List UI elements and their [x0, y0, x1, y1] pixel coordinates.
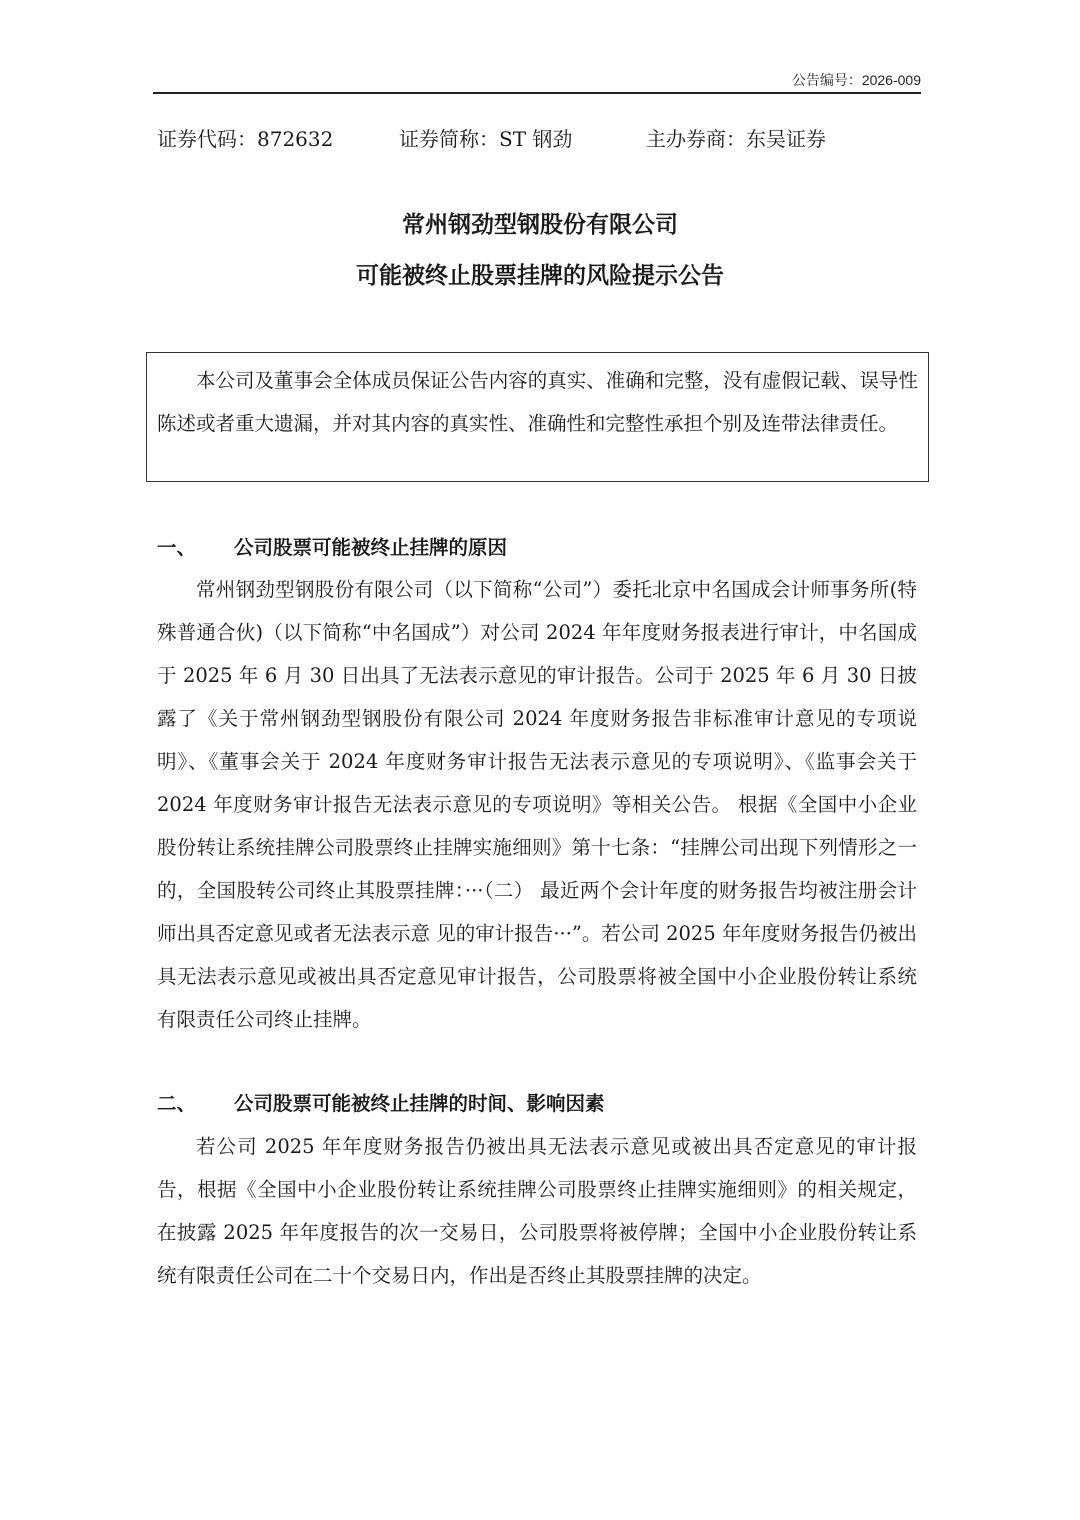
section-title-2: 公司股票可能被终止挂牌的时间、影响因素	[234, 1092, 605, 1115]
responsibility-statement: 本公司及董事会全体成员保证公告内容的真实、准确和完整，没有虚假记载、误导性陈述或者重大遗漏，并对其内容的真实性、准确性和完整性承担个别及连带法律责任。	[146, 352, 929, 482]
section-number-2: 二、	[157, 1092, 197, 1115]
page-header	[153, 66, 921, 94]
securities-info	[157, 124, 917, 154]
doc-number: 公告编号：2026-009	[791, 72, 921, 88]
section-body-2: 若公司 2025 年年度财务报告仍被出具无法表示意见或被出具否定意见的审计报告，根据《全国中小企业股份转让系统挂牌公司股票终止挂牌实施细则》的相关规定，在披露 2025 年年度报告的次一交易日，公司股票将被停牌；全国中小企业股份转让系统有限责任公司在二十个交易日内，作出是否终止其股票挂牌的决定。	[157, 1135, 917, 1287]
section-heading-2	[157, 1088, 917, 1120]
section-heading-1	[157, 532, 917, 564]
sponsor-broker: 主办券商：东吴证券	[646, 127, 826, 151]
section-number-1: 一、	[157, 536, 197, 559]
security-short-name: 证券简称：ST 钢劲	[399, 127, 573, 151]
section-body-1: 常州钢劲型钢股份有限公司（以下简称“公司”）委托北京中名国成会计师事务所(特殊普通合伙)（以下简称“中名国成”）对公司 2024 年年度财务报表进行审计，中名国成于 2025 年 6 月 30 日出具了无法表示意见的审计报告。公司于 2025 年 6 月 30 日披露了《关于常州钢劲型钢股份有限公司 2024 年度财务报告非标准审计意见的专项说明》、《董事会关于 2024 年度财务审计报告无法表示意见的专项说明》、《监事会关于 2024 年度财务审计报告无法表示意见的专项说明》等相关公告。 根据《全国中小企业股份转让系统挂牌公司股票终止挂牌实施细则》第十七条：“挂牌公司出现下列情形之一的，全国股转公司终止其股票挂牌：···（二） 最近两个会计年度的财务报告均被注册会计师出具否定意见或者无法表示意 见的审计报告···”。若公司 2025 年年度财务报告仍被出具无法表示意见或被出具否定意见审计报告，公司股票将被全国中小企业股份转让系统有限责任公司终止挂牌。	[157, 578, 917, 1031]
section-title-1: 公司股票可能被终止挂牌的原因	[234, 536, 508, 559]
company-title: 常州钢劲型钢股份有限公司	[402, 212, 678, 238]
announcement-title: 可能被终止股票挂牌的风险提示公告	[356, 263, 724, 289]
security-code: 证券代码：872632	[157, 127, 334, 151]
